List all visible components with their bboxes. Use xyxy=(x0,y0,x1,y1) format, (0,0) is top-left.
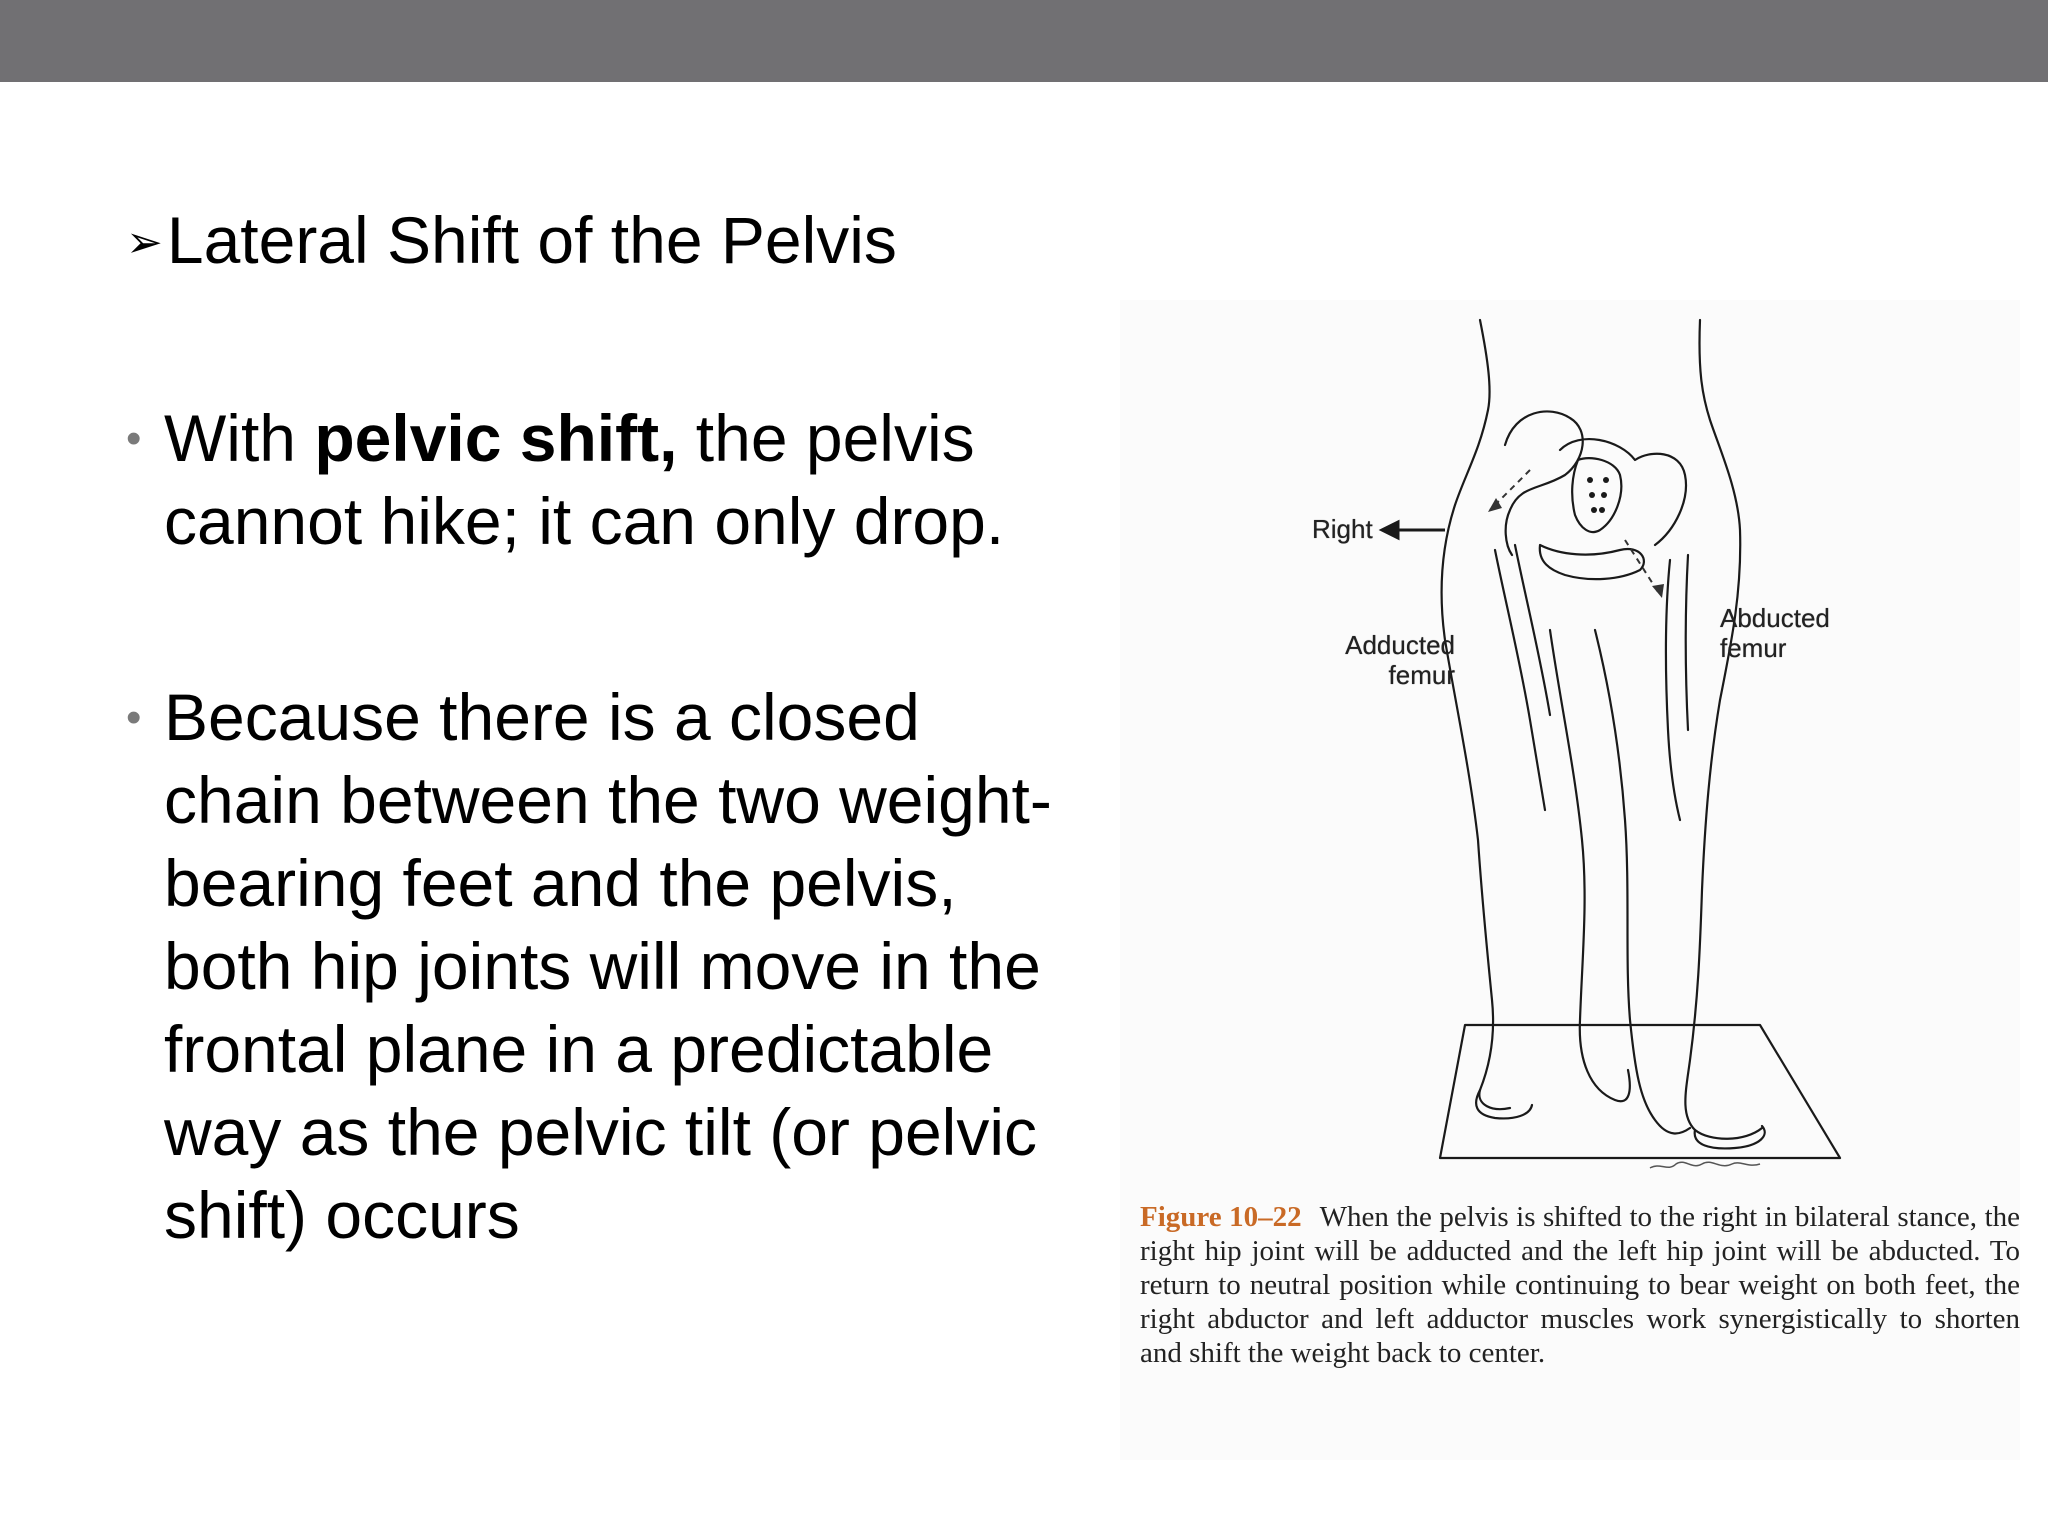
left-body-outline xyxy=(1442,320,1510,1109)
right-femur-inner xyxy=(1515,545,1550,715)
figure-pelvic-shift xyxy=(1120,300,2020,1460)
sacrum xyxy=(1572,458,1621,532)
label-right: Right xyxy=(1312,514,1373,544)
bullet-text-pre: With xyxy=(164,401,315,475)
inner-right-leg xyxy=(1595,630,1690,1133)
label-abducted-line2: femur xyxy=(1720,633,1787,663)
label-adducted-line2: femur xyxy=(1388,660,1455,690)
right-femur xyxy=(1495,550,1545,810)
label-abducted xyxy=(1720,603,1830,663)
top-bar xyxy=(0,0,2048,82)
inner-left-leg xyxy=(1550,630,1630,1101)
left-foot xyxy=(1695,1126,1765,1148)
right-body-outline xyxy=(1685,320,1762,1139)
legs-illustration xyxy=(1120,300,2020,1180)
dashed-arrowhead-right-hip xyxy=(1488,498,1502,512)
bullet-pelvic-shift xyxy=(126,397,1076,563)
caption-text: When the pelvis is shifted to the right in bilateral stance, the right hip joint will be adducted and the left hip joint will be abducted. To return to neutral position while continuing to bear weight on both feet, the right abductor and left adductor muscles work synergistically to shorten and shift the weight back to center. xyxy=(1140,1201,2020,1369)
arrow-bullet-icon: ➢ xyxy=(126,218,163,267)
floor-plate xyxy=(1440,1025,1840,1158)
bullet-dot-icon: • xyxy=(126,693,142,742)
bullet-text: Because there is a closed chain between the two weight-bearing feet and the pelvis, both hip joints will move in the frontal plane in a predictable way as the pelvic tilt (or pelvic shift) occurs xyxy=(164,680,1052,1252)
illustrator-signature xyxy=(1650,1162,1760,1168)
bullet-text-bold: pelvic shift, xyxy=(314,401,678,475)
label-adducted-line1: Adducted xyxy=(1345,630,1455,660)
sacral-foramina xyxy=(1587,477,1609,513)
right-arrowhead-icon xyxy=(1382,522,1398,538)
pelvis-left-wing xyxy=(1505,411,1583,555)
heading-text: Lateral Shift of the Pelvis xyxy=(166,203,897,277)
slide-heading xyxy=(126,200,897,283)
left-femur xyxy=(1666,560,1680,820)
bullet-dot-icon: • xyxy=(126,414,142,463)
dashed-arrowhead-left-hip xyxy=(1652,584,1664,598)
label-abducted-line1: Abducted xyxy=(1720,603,1830,633)
bullet-text-post: the pelvis cannot hike; it can only drop. xyxy=(164,401,1005,558)
bullet-closed-chain xyxy=(126,676,1076,1257)
figure-number: Figure 10–22 xyxy=(1140,1201,1302,1233)
figure-caption xyxy=(1140,1200,2020,1370)
label-adducted xyxy=(1335,630,1455,690)
left-femur-inner xyxy=(1686,555,1688,730)
bullet-text xyxy=(164,397,1076,563)
pubic-area xyxy=(1540,545,1644,579)
pelvis-right-wing xyxy=(1560,439,1686,545)
